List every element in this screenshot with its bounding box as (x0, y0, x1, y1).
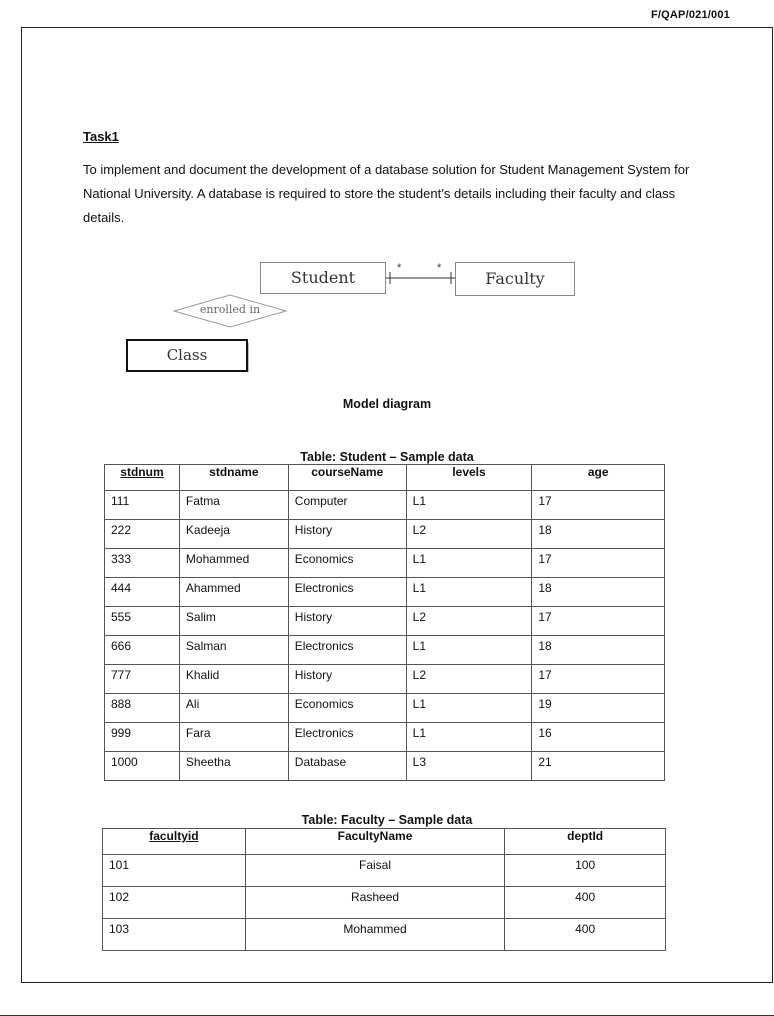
column-header-deptid: deptId (505, 829, 666, 855)
table-row (105, 752, 665, 781)
class-entity: Class (126, 339, 248, 372)
table-cell: 102 (103, 887, 246, 919)
table-cell: 101 (103, 855, 246, 887)
table-row (105, 694, 665, 723)
table-cell: Electronics (288, 578, 406, 607)
table-row (105, 520, 665, 549)
student-table-caption: Table: Student – Sample data (300, 450, 474, 464)
table-row (105, 549, 665, 578)
column-header-levels: levels (406, 465, 532, 491)
table-cell: 777 (105, 665, 180, 694)
table-row (103, 855, 666, 887)
column-header-stdname: stdname (179, 465, 288, 491)
table-cell: 19 (532, 694, 665, 723)
table-cell: Economics (288, 694, 406, 723)
table-cell: 555 (105, 607, 180, 636)
table-cell: 17 (532, 549, 665, 578)
table-cell: L1 (406, 636, 532, 665)
faculty-table (102, 828, 666, 951)
table-cell: 444 (105, 578, 180, 607)
table-cell: L1 (406, 694, 532, 723)
column-header-age: age (532, 465, 665, 491)
table-cell: Fara (179, 723, 288, 752)
table-cell: Mohammed (245, 919, 505, 951)
table-cell: 400 (505, 919, 666, 951)
table-row (105, 491, 665, 520)
table-row (105, 578, 665, 607)
multiplicity-right: * (437, 262, 442, 274)
table-cell: Electronics (288, 723, 406, 752)
table-cell: 21 (532, 752, 665, 781)
faculty-entity: Faculty (455, 262, 575, 296)
table-cell: History (288, 665, 406, 694)
table-cell: Computer (288, 491, 406, 520)
table-cell: 111 (105, 491, 180, 520)
table-cell: Salman (179, 636, 288, 665)
column-header-facultyid: facultyid (103, 829, 246, 855)
table-cell: Ali (179, 694, 288, 723)
table-cell: Khalid (179, 665, 288, 694)
table-cell: History (288, 520, 406, 549)
table-cell: Ahammed (179, 578, 288, 607)
table-cell: L1 (406, 491, 532, 520)
table-cell: History (288, 607, 406, 636)
document-reference: F/QAP/021/001 (650, 9, 730, 21)
table-row (103, 919, 666, 951)
model-diagram (100, 240, 600, 380)
table-cell: Mohammed (179, 549, 288, 578)
table-cell: 333 (105, 549, 180, 578)
student-entity: Student (260, 262, 386, 294)
table-header-row (103, 829, 666, 855)
table-cell: 222 (105, 520, 180, 549)
table-row (105, 665, 665, 694)
task-title: Task1 (83, 129, 119, 144)
table-cell: 17 (532, 491, 665, 520)
faculty-table-caption: Table: Faculty – Sample data (301, 813, 473, 827)
table-cell: L1 (406, 723, 532, 752)
table-cell: 18 (532, 520, 665, 549)
student-table (104, 464, 665, 781)
table-cell: 666 (105, 636, 180, 665)
model-diagram-caption: Model diagram (342, 397, 432, 411)
table-cell: 17 (532, 665, 665, 694)
table-row (105, 723, 665, 752)
multiplicity-left: * (397, 262, 402, 274)
table-cell: Economics (288, 549, 406, 578)
table-cell: Fatma (179, 491, 288, 520)
table-cell: Salim (179, 607, 288, 636)
table-cell: Kadeeja (179, 520, 288, 549)
table-cell: L3 (406, 752, 532, 781)
table-cell: L2 (406, 520, 532, 549)
column-header-coursename: courseName (288, 465, 406, 491)
table-cell: Electronics (288, 636, 406, 665)
table-row (105, 636, 665, 665)
table-row (103, 887, 666, 919)
table-header-row (105, 465, 665, 491)
table-cell: 16 (532, 723, 665, 752)
table-cell: L2 (406, 665, 532, 694)
table-cell: Faisal (245, 855, 505, 887)
task-description: To implement and document the development of a database solution for Student Management System for National University. A database is required to store the student’s details including their faculty and class details. (83, 162, 690, 225)
table-cell: 18 (532, 636, 665, 665)
table-cell: L1 (406, 578, 532, 607)
table-cell: Rasheed (245, 887, 505, 919)
table-cell: 17 (532, 607, 665, 636)
table-cell: 18 (532, 578, 665, 607)
table-cell: 888 (105, 694, 180, 723)
relationship-label: enrolled in (199, 303, 261, 316)
column-header-facultyname: FacultyName (245, 829, 505, 855)
table-cell: 400 (505, 887, 666, 919)
table-row (105, 607, 665, 636)
table-cell: 1000 (105, 752, 180, 781)
table-cell: Database (288, 752, 406, 781)
table-cell: L1 (406, 549, 532, 578)
table-cell: 999 (105, 723, 180, 752)
table-cell: L2 (406, 607, 532, 636)
table-cell: 100 (505, 855, 666, 887)
column-header-stdnum: stdnum (105, 465, 180, 491)
table-cell: Sheetha (179, 752, 288, 781)
table-cell: 103 (103, 919, 246, 951)
